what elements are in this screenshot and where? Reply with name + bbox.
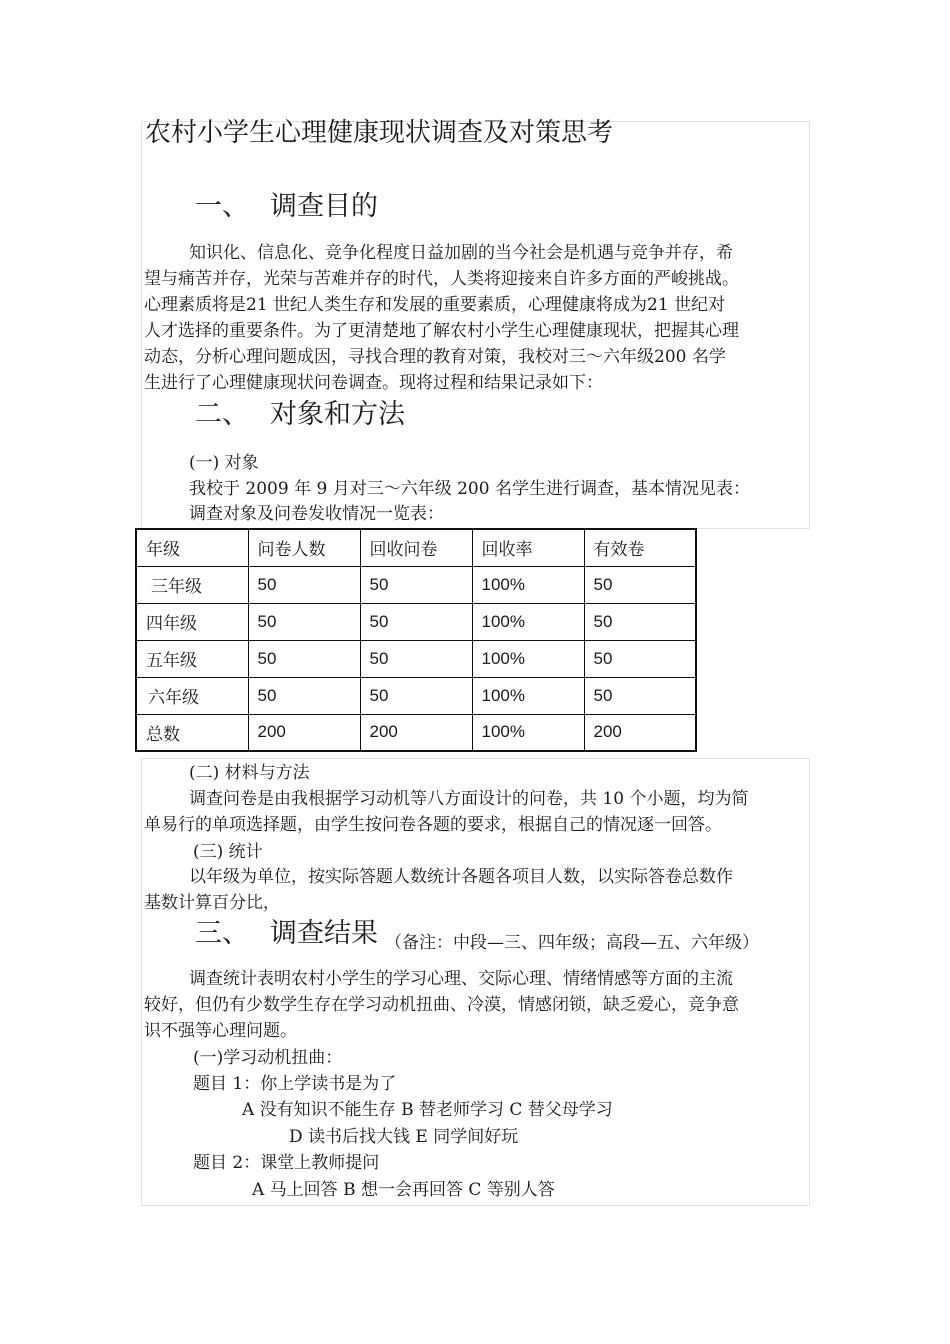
table-cell: 50: [360, 566, 472, 603]
section1-para-line: 人才选择的重要条件。为了更清楚地了解农村小学生心理健康现状，把握其心理: [144, 321, 739, 341]
table-cell: 50: [584, 677, 696, 714]
question-1-options: D 读书后找大钱 E 同学间好玩: [289, 1127, 519, 1147]
table-cell: 100%: [472, 640, 584, 677]
table-cell: 100%: [472, 603, 584, 640]
section1-para-line: 动态，分析心理问题成因，寻找合理的教育对策，我校对三～六年级200 名学: [144, 347, 726, 367]
section2-sub2-line: 单易行的单项选择题，由学生按问卷各题的要求，根据自己的情况逐一回答。: [144, 815, 722, 835]
table-header-cell: 年级: [136, 529, 248, 566]
table-header-row: [136, 529, 696, 566]
section2-sub1-label: (一) 对象: [189, 453, 259, 473]
table-header-cell: 回收率: [472, 529, 584, 566]
table-cell: 50: [248, 566, 360, 603]
document-title: 农村小学生心理健康现状调查及对策思考: [145, 118, 614, 148]
table-caption: 调查对象及问卷发收情况一览表：: [189, 504, 444, 524]
section2-sub2-line: 调查问卷是由我根据学习动机等八方面设计的问卷，共 10 个小题，均为简: [189, 789, 749, 809]
table-header-cell: 回收问卷: [360, 529, 472, 566]
question-1: 题目 1：你上学读书是为了: [193, 1074, 397, 1094]
section3-number: 三、: [195, 918, 249, 949]
table-row: [136, 566, 696, 603]
section1-heading: 调查目的: [270, 191, 378, 222]
table-cell: 100%: [472, 566, 584, 603]
table-cell: 50: [584, 603, 696, 640]
table-cell: 50: [248, 603, 360, 640]
table-header-cell: 问卷人数: [248, 529, 360, 566]
section2-sub3-label: (三) 统计: [193, 842, 263, 862]
section3-para-line: 调查统计表明农村小学生的学习心理、交际心理、情绪情感等方面的主流: [189, 969, 733, 989]
table-cell: 五年级: [136, 640, 248, 677]
section3-para-line: 较好，但仍有少数学生存在学习动机扭曲、冷漠，情感闭锁，缺乏爱心，竞争意: [144, 995, 739, 1015]
table-row: [136, 640, 696, 677]
question-2-options: A 马上回答 B 想一会再回答 C 等别人答: [252, 1180, 555, 1200]
question-2: 题目 2：课堂上教师提问: [193, 1153, 380, 1173]
section1-para-line: 望与痛苦并存，光荣与苦难并存的时代，人类将迎接来自许多方面的严峻挑战。: [144, 269, 739, 289]
section2-sub3-line: 基数计算百分比，: [144, 893, 280, 913]
table-cell: 200: [248, 714, 360, 751]
table-cell: 200: [360, 714, 472, 751]
section2-number: 二、: [195, 399, 249, 430]
table-cell: 50: [360, 640, 472, 677]
table-row: [136, 677, 696, 714]
table-cell: 200: [584, 714, 696, 751]
section1-para-line: 生进行了心理健康现状问卷调查。现将过程和结果记录如下：: [144, 373, 603, 393]
table-cell: 50: [360, 603, 472, 640]
table-row: [136, 714, 696, 751]
table-row: [136, 603, 696, 640]
table-cell: 50: [248, 640, 360, 677]
section3-para-line: 识不强等心理问题。: [144, 1021, 297, 1041]
question-1-options: A 没有知识不能生存 B 替老师学习 C 替父母学习: [242, 1100, 613, 1120]
section1-para-line: 知识化、信息化、竞争化程度日益加剧的当今社会是机遇与竞争并存，希: [189, 243, 733, 263]
table-cell: 六年级: [136, 677, 248, 714]
section1-para-line: 心理素质将是21 世纪人类生存和发展的重要素质，心理健康将成为21 世纪对: [144, 295, 726, 315]
table-cell: 总数: [136, 714, 248, 751]
table-cell: 四年级: [136, 603, 248, 640]
section1-number: 一、: [195, 191, 249, 222]
section2-sub1-line: 我校于 2009 年 9 月对三～六年级 200 名学生进行调查，基本情况见表：: [189, 479, 750, 499]
survey-table: [135, 528, 697, 752]
table-cell: 50: [584, 640, 696, 677]
section2-heading: 对象和方法: [270, 399, 405, 430]
table-cell: 50: [584, 566, 696, 603]
section2-sub2-label: (二) 材料与方法: [189, 763, 310, 783]
table-cell: 三年级: [136, 566, 248, 603]
section2-sub3-line: 以年级为单位，按实际答题人数统计各题各项目人数，以实际答卷总数作: [189, 867, 733, 887]
section3-heading: 调查结果: [270, 918, 378, 949]
table-header-cell: 有效卷: [584, 529, 696, 566]
table-cell: 100%: [472, 677, 584, 714]
section3-note: （备注：中段—三、四年级；高段—五、六年级）: [385, 933, 759, 953]
table-cell: 50: [360, 677, 472, 714]
table-cell: 50: [248, 677, 360, 714]
table-cell: 100%: [472, 714, 584, 751]
section3-sub1-label: (一)学习动机扭曲：: [193, 1048, 343, 1068]
